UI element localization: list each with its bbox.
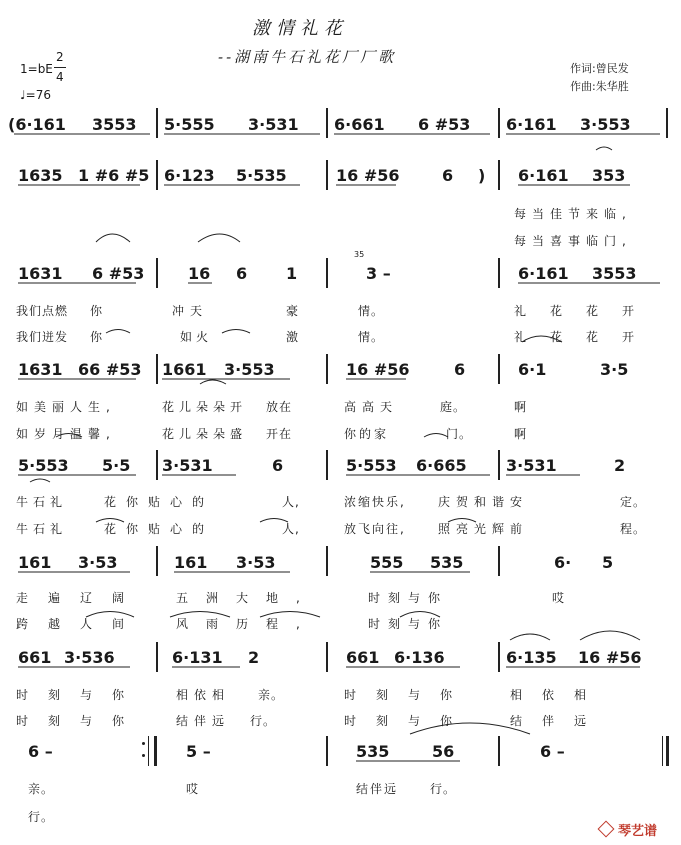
- lyric: 牛石礼: [16, 495, 68, 509]
- lyric: 行。: [250, 714, 277, 728]
- note-group: 3553: [592, 264, 637, 283]
- note-group: 3·531: [506, 456, 557, 475]
- note-group: 6 –: [540, 742, 565, 761]
- lyric: 亲。: [28, 782, 55, 796]
- final-bar-thick: [666, 736, 669, 766]
- note-group: 535: [430, 553, 464, 572]
- bar-line: [326, 354, 328, 384]
- note-group: 6·665: [416, 456, 467, 475]
- note-group: 5·535: [236, 166, 287, 185]
- lyric: 走遍辽阔: [16, 591, 145, 605]
- lyric-line-1: 每当佳节来临,: [514, 207, 632, 221]
- lyric: 时刻与你: [344, 714, 473, 728]
- lyric: 如岁月温馨,: [16, 427, 116, 441]
- grace-notes: 35: [354, 250, 365, 259]
- lyric: 行。: [28, 810, 55, 824]
- slur: [30, 479, 50, 482]
- lyric: 庭。: [440, 400, 467, 414]
- lyric: 激: [286, 330, 300, 344]
- note-group: 5·553: [18, 456, 69, 475]
- note-group: 1631: [18, 264, 63, 283]
- lyric: 浓缩快乐,: [344, 495, 406, 509]
- note-group: 16: [188, 264, 211, 283]
- song-title: 激情礼花: [252, 18, 348, 39]
- bar-line: [498, 160, 500, 190]
- time-signature-line: [54, 67, 66, 68]
- lyric: 时刻与你: [344, 688, 473, 702]
- bar-line: [326, 160, 328, 190]
- note-group: 3·536: [64, 648, 115, 667]
- bar-line: [156, 450, 158, 480]
- bar-line: [498, 736, 500, 766]
- bar-line: [326, 736, 328, 766]
- lyric: 时刻与你: [368, 617, 449, 631]
- note-group: 6 #53: [418, 115, 471, 134]
- lyric: 你: [90, 330, 104, 344]
- lyricist-credit: 作词:曾民发: [570, 62, 629, 75]
- lyric: 如火: [180, 330, 213, 344]
- note-group: 56: [432, 742, 455, 761]
- note-group: 1: [286, 264, 298, 283]
- lyric: 我们点燃: [16, 304, 69, 318]
- repeat-dot: [142, 742, 145, 745]
- lyric: 哎: [186, 782, 200, 796]
- lyric: 情。: [358, 304, 385, 318]
- lyric: 礼花花开: [514, 330, 659, 344]
- lyric: 跨越人间: [16, 617, 145, 631]
- note-group: 1635: [18, 166, 63, 185]
- lyric: 冲天: [172, 304, 209, 318]
- note-group: 16 #56: [346, 360, 410, 379]
- lyric: 结伴远: [176, 714, 231, 728]
- note-group: 535: [356, 742, 390, 761]
- note-group: 6: [454, 360, 466, 379]
- bar-line: [326, 642, 328, 672]
- bar-line: [326, 546, 328, 576]
- lyric: 定。: [620, 495, 647, 509]
- note-group: 6·161: [518, 264, 569, 283]
- note-group: 6 –: [28, 742, 53, 761]
- lyric: 相依相: [176, 688, 231, 702]
- lyric: 庆贺和谐安: [438, 495, 529, 509]
- note-group: 5·553: [346, 456, 397, 475]
- note-group: 6·136: [394, 648, 445, 667]
- note-group: 66 #53: [78, 360, 142, 379]
- lyric-line-2: 每当喜事临门,: [514, 234, 632, 248]
- note-group: 555: [370, 553, 404, 572]
- lyric: 豪: [286, 304, 300, 318]
- note-group: 1661: [162, 360, 207, 379]
- bar-line: [498, 642, 500, 672]
- note-group: 353: [592, 166, 626, 185]
- note-group: 6·: [554, 553, 572, 572]
- lyric: 情。: [358, 330, 385, 344]
- note-group: 2: [248, 648, 260, 667]
- repeat-dot: [142, 754, 145, 757]
- logo-icon: [598, 821, 615, 838]
- slur: [510, 634, 550, 640]
- lyric: 亲。: [258, 688, 285, 702]
- lyric: 时刻与你: [16, 714, 145, 728]
- lyric: 照亮光辉前: [438, 522, 529, 536]
- lyric: 花你贴心的: [104, 522, 215, 536]
- slur: [106, 330, 130, 334]
- note-group: 6: [236, 264, 248, 283]
- lyric: 五洲大地,: [176, 591, 318, 605]
- note-group: 6 #53: [92, 264, 145, 283]
- note-group: 3·531: [248, 115, 299, 134]
- note-group: 3·53: [78, 553, 118, 572]
- slur: [198, 234, 240, 242]
- note-group: 3553: [92, 115, 137, 134]
- lyric: 花儿朵朵开: [162, 400, 248, 414]
- note-group: 3·5: [600, 360, 629, 379]
- lyric: 人,: [282, 495, 300, 509]
- final-bar-thin: [662, 736, 663, 766]
- lyric: 花儿朵朵盛: [162, 427, 248, 441]
- note-group: 1631: [18, 360, 63, 379]
- note-group: 6·661: [334, 115, 385, 134]
- note-group: 6·135: [506, 648, 557, 667]
- lyric: 高高天: [344, 400, 399, 414]
- time-signature-bottom: 4: [56, 70, 64, 84]
- bar-line: [498, 450, 500, 480]
- lyric: 你的家: [344, 427, 390, 441]
- note-group: 5·5: [102, 456, 131, 475]
- note-group: 5 –: [186, 742, 211, 761]
- lyric: 放在: [266, 400, 293, 414]
- note-group: 6·161: [518, 166, 569, 185]
- note-group: 161: [18, 553, 52, 572]
- key-signature: 1=bE: [20, 62, 53, 76]
- lyric: 哎: [552, 591, 566, 605]
- bar-line: [498, 546, 500, 576]
- lyric: 结伴远: [510, 714, 607, 728]
- lyric: 时刻与你: [16, 688, 145, 702]
- bar-line: [498, 108, 500, 138]
- bar-line: [498, 258, 500, 288]
- lyric: 放飞向往,: [344, 522, 406, 536]
- lyric: 我们迸发: [16, 330, 69, 344]
- note-group: ): [478, 166, 486, 185]
- repeat-bar-thick: [154, 736, 157, 766]
- note-group: 3·553: [224, 360, 275, 379]
- bar-line: [498, 354, 500, 384]
- slur: [580, 631, 640, 640]
- lyric: 程。: [620, 522, 647, 536]
- note-group: 16 #56: [336, 166, 400, 185]
- lyric: 啊: [514, 427, 528, 441]
- time-signature-top: 2: [56, 50, 64, 64]
- composer-credit: 作曲:朱华胜: [570, 80, 629, 93]
- note-group: 5·555: [164, 115, 215, 134]
- lyric: 结伴远: [356, 782, 399, 796]
- note-group: 6·123: [164, 166, 215, 185]
- lyric: 人,: [282, 522, 300, 536]
- lyric: 时刻与你: [368, 591, 449, 605]
- note-group: 6·131: [172, 648, 223, 667]
- bar-line: [156, 354, 158, 384]
- lyric: 行。: [430, 782, 457, 796]
- lyric: 你: [90, 304, 104, 318]
- note-group: 5: [602, 553, 614, 572]
- tempo-marking: ♩=76: [20, 88, 51, 102]
- slur: [200, 380, 226, 384]
- bar-line: [156, 108, 158, 138]
- song-subtitle: --湖南牛石礼花厂厂歌: [218, 48, 397, 66]
- slur: [222, 330, 250, 334]
- note-group: (6·161: [8, 115, 66, 134]
- watermark-logo: 琴艺谱: [600, 820, 657, 839]
- note-group: 3 –: [366, 264, 391, 283]
- bar-line: [156, 258, 158, 288]
- note-group: 6·1: [518, 360, 547, 379]
- lyric: 啊: [514, 400, 528, 414]
- bar-line: [156, 160, 158, 190]
- bar-line: [326, 450, 328, 480]
- lyric: 开在: [266, 427, 293, 441]
- note-group: 161: [174, 553, 208, 572]
- lyric: 门。: [446, 427, 473, 441]
- lyric: 牛石礼: [16, 522, 68, 536]
- note-group: 661: [346, 648, 380, 667]
- lyric: 花你贴心的: [104, 495, 215, 509]
- slur: [596, 147, 612, 150]
- note-group: 661: [18, 648, 52, 667]
- slur: [424, 434, 448, 438]
- bar-line: [666, 108, 668, 138]
- note-group: 6: [272, 456, 284, 475]
- note-group: 16 #56: [578, 648, 642, 667]
- repeat-bar-thin: [148, 736, 149, 766]
- lyric: 相依相: [510, 688, 607, 702]
- lyric: 风雨历程,: [176, 617, 318, 631]
- bar-line: [326, 258, 328, 288]
- note-group: 3·553: [580, 115, 631, 134]
- bar-line: [156, 642, 158, 672]
- lyric: 礼花花开: [514, 304, 659, 318]
- note-group: 3·531: [162, 456, 213, 475]
- bar-line: [156, 546, 158, 576]
- note-group: 2: [614, 456, 626, 475]
- note-group: 3·53: [236, 553, 276, 572]
- note-group: 6·161: [506, 115, 557, 134]
- bar-line: [326, 108, 328, 138]
- lyric: 如美丽人生,: [16, 400, 116, 414]
- note-group: 6: [442, 166, 454, 185]
- note-group: 1 #6 #5: [78, 166, 150, 185]
- slur: [96, 234, 130, 242]
